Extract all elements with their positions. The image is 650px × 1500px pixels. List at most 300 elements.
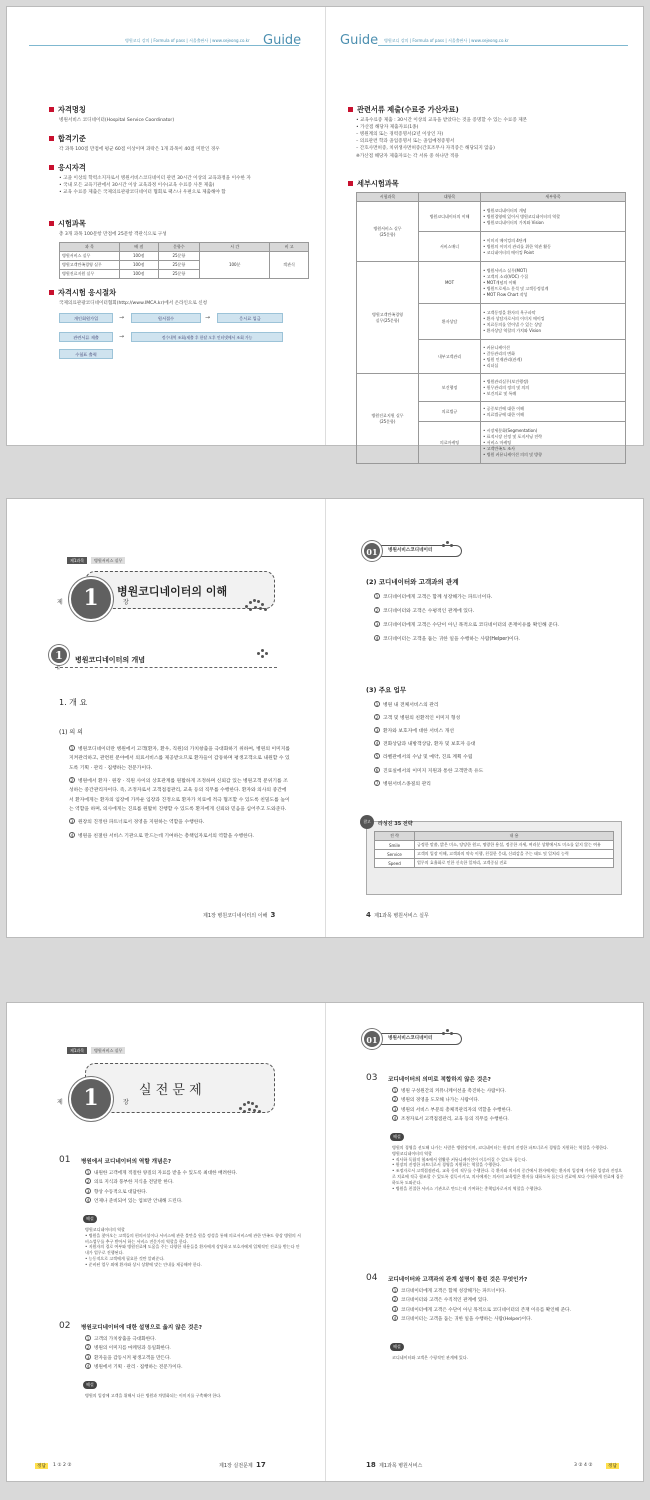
table-header-row [60, 243, 309, 252]
reference-badge: 참고 [360, 815, 374, 829]
option-text: 향상 수동적으로 대답한다. [94, 1189, 148, 1195]
list-item: • 원무관리의 정의 및 의의 [483, 384, 530, 390]
explanation-text [85, 1227, 303, 1268]
flow-step: 원서접수 [131, 313, 201, 323]
explanation-text: 병원의 입장에 고객을 위해서 다른 병원과 차별화되는 이미지를 구축해야 한다. [85, 1393, 222, 1398]
option-item [85, 1354, 300, 1363]
section-heading [49, 163, 86, 173]
section-heading [49, 219, 86, 229]
option-text: 병원의 이미지를 마케팅과 동일화한다. [94, 1346, 171, 1352]
section-title: 합격기준 [58, 134, 86, 143]
list-item: – 병원계의 또는 경력증명서(2년 이상인 자) [356, 132, 444, 138]
question-number: 01 [59, 1155, 71, 1165]
list-item: • 리더십 [483, 362, 499, 368]
badge-number: 01 [366, 1035, 378, 1045]
header-caption: 병원코디 강의 | Formula of pass | 서울출판사 | www.sejeong.co.kr [384, 38, 509, 43]
list-item: • 교육수료증 제출 : 30시간 이상의 교육을 받았다는 것을 증명할 수 있는 수료증 제본 [356, 118, 528, 123]
list-item-text: 원무관리의 정의 및 의의 [486, 384, 530, 390]
table-cell: 100점 [120, 252, 159, 261]
list-item [374, 635, 624, 644]
exam-table [59, 242, 309, 279]
table-header-cell: 시험과목 [357, 193, 419, 202]
page-guide-left [7, 7, 326, 445]
list-item: • 보건의료 및 특례 [483, 390, 517, 396]
table-header-cell: 배 점 [120, 243, 159, 252]
table-cell: 병원진료지원 실무 [60, 270, 120, 279]
explanation-badge: 해설 [390, 1133, 404, 1141]
list-item: • 팀원 인재관리(관계) [483, 356, 522, 362]
section-heading [49, 134, 86, 144]
list-item-text: 고객의 소리(VOC) 수집 [486, 273, 528, 279]
answer-badge: 정답 [37, 1464, 46, 1469]
option-text: 내원한 고객에게 적절한 양질의 자료를 받을 수 있도록 최대한 배려한다. [94, 1171, 238, 1176]
documents-list [356, 117, 626, 160]
badge-text: 병원서비스코디네이터 [388, 548, 433, 553]
list-item-text: 고객만족도 조사 [486, 445, 515, 451]
table-cell-subject [357, 202, 419, 262]
list-item-text: 병원서비스 실무(MOT) [486, 267, 528, 273]
chapter-badge-number [362, 1029, 382, 1049]
item-marker: 7 [375, 780, 379, 786]
option-item [392, 1287, 622, 1296]
list-item: • 병원 커뮤니케이션 의의 및 방향 [483, 451, 542, 457]
table-cell: MOT [419, 262, 481, 304]
option-text: 코디네이터에게 고객은 수단이 아닌 목적으로 코디네이터의 존재 이유를 확인해 준다. [401, 1307, 571, 1313]
list-item-text: 고객동정을 환자의 욕구파악 [486, 309, 536, 315]
table-cell-items [481, 374, 626, 402]
list-item: • 병원경영에 있어서 병원코디네이터의 역할 [483, 213, 561, 219]
table-cell: 환자상담 [419, 304, 481, 340]
list-item: ※가산점 해당자 제출자료는 각 서류 중 하나만 적용 [356, 153, 459, 159]
heading-overview: 1. 개 요 [59, 698, 88, 707]
list-item-text: 환자 상담자로서의 이미지 메이킹 [486, 315, 545, 321]
question-number: 02 [59, 1321, 71, 1331]
page-footer [203, 911, 275, 919]
explanation-text: 코디네이터와 고객은 수평적인 관계에 있다. [392, 1355, 468, 1360]
list-item-text: 의료법규에 대한 이해 [486, 411, 524, 417]
item-marker: 2 [375, 608, 379, 614]
option-marker: 3 [393, 1306, 397, 1312]
option-item [392, 1306, 622, 1315]
page-number: 4 [366, 911, 371, 919]
list-item-text: 리더십 [486, 362, 499, 368]
hedgehog-icon [245, 599, 271, 617]
option-item [392, 1115, 622, 1124]
page-practice-right [326, 1003, 645, 1481]
section-body: 국제의료관광코디네이터협회(http://www.IMCA.kr)에서 온라인으로 신청 [59, 301, 208, 306]
list-item-text: 교육수료증 제출 : 30시간 이상의 교육을 받았다는 것을 증명할 수 있는 수료증 제본 [360, 118, 528, 123]
option-text: 환자들을 감동시켜 평생고객을 만든다. [94, 1355, 171, 1361]
item-marker: 3 [375, 728, 379, 734]
table-cell: Speed [375, 859, 415, 868]
item-marker: 3 [375, 622, 379, 628]
table-cell-items [481, 340, 626, 374]
list-item-text: 고객 및 병원의 친환적인 이미지 형성 [383, 716, 461, 722]
list-item-text: 진료실에서의 이미지 지원과 통한 고객만족 유도 [383, 768, 484, 774]
page-label: 제1과목 병원서비스 [378, 1463, 423, 1469]
table-header-cell: 문항수 [158, 243, 200, 252]
list-item: • 국내 모든 교육기관에서 30시간 이상 교육과정 이수(교육 수료증 사본 제출) [59, 183, 215, 189]
header-rule [378, 45, 628, 46]
chapter-number: 1 [83, 585, 99, 611]
table-cell-items [481, 304, 626, 340]
list-item-text: 병원서비스종질의 관리 [383, 781, 431, 787]
explanation-badge: 해설 [83, 1215, 97, 1223]
list-item: • 병원의 이미지 관리를 위한 역관 활동 [483, 243, 551, 249]
option-marker: 2 [86, 1345, 90, 1351]
option-item [392, 1087, 622, 1096]
table-header-cell: 대항목 [419, 193, 481, 202]
header-decoration [7, 7, 33, 25]
list-item: • 의료법규에 대한 이해 [483, 411, 524, 417]
option-marker: 3 [86, 1354, 90, 1360]
list-item [374, 767, 624, 776]
explanation-line: 병원의 경영을 선도해 나가는 사람은 병원장이며, 코디네이터는 원장의 진정한 파트너로서 경영을 지원하는 역할을 수행한다. [392, 1145, 609, 1150]
option-text: 코디네이터에게 고객은 함께 성장해가는 파트너이다. [401, 1289, 506, 1294]
table-row [60, 252, 309, 261]
table-cell: 100점 [120, 270, 159, 279]
list-item-text: 코디네이터는 고객을 돕는 귀한 일을 수행하는 사람(Helper)이다. [383, 637, 520, 643]
table-cell: 의료법규 [419, 402, 481, 422]
option-item [85, 1178, 300, 1187]
list-item: • 고객만족도 조사 [483, 445, 515, 451]
chapter-number-badge [57, 1077, 129, 1121]
list-item: – 간호사면허증, 치위생사면허증(간호조무사 자격증은 해당되지 않음) [356, 146, 495, 152]
section-heading [348, 179, 399, 189]
section-title: 자격시험 응시절차 [58, 288, 117, 297]
subject-label: 병원진료지원 실무 (25문항) [371, 412, 404, 424]
explanation-line: • 준비된 업무 외에 환자와 상시 상황에 맞는 안내를 제공해야 한다. [85, 1261, 202, 1267]
duties-list [374, 701, 624, 789]
section-title: 시험과목 [58, 219, 86, 228]
section-body: 병원서비스 코디네이터(Hospital Service Coordinator) [59, 118, 175, 123]
list-item: • 치료동의를 얻어낼 수 있는 상담 [483, 321, 542, 327]
options-list [85, 1335, 300, 1372]
option-text: 고객의 가치창출을 극대화한다. [94, 1337, 157, 1342]
chapter-badge-number [362, 541, 382, 561]
chapter-title: 실 전 문 제 [139, 1083, 202, 1098]
section-heading [49, 105, 86, 115]
arrow-right-icon: → [119, 333, 125, 340]
hedgehog-icon [257, 649, 271, 667]
explanation-line: • 조정자로서 고객접점관리, 교육 등의 직무를 수행한다. 즉 환자와 의사의 중간에서 환자에게는 환자의 입장에 가까운 입장과 진정으로 치료에 적극 협조할 수 있도록 설득시키고, 의사에게는 의사의 교육법은 환자를 대하도록 돕는다 진료에 보다 수월하게 진료에 집중하도록 도와준다. [392, 1168, 624, 1185]
list-item: • 서비스 마케팅 [483, 439, 512, 445]
item-marker: 4 [70, 832, 74, 838]
section-body: 총 3개 과목 100문항 만점에 25문항 객관식으로 구성 [59, 232, 167, 237]
guide-title: Guide [340, 33, 379, 48]
reference-title: 라성진 35 전략 [378, 821, 413, 827]
table-header-cell: 내 용 [415, 832, 614, 841]
table-header-cell: 세부항목 [481, 193, 626, 202]
list-item-text: 병원코디네이터의 가치와 Vision [486, 219, 544, 225]
option-text: 병원의 경영을 도모해 나가는 사람이다. [401, 1098, 480, 1104]
table-cell: 긍정한 말씀, 밝은 미소, 당당한 원고, 명랑한 용설, 정중한 자세, 여러분 상황에서도 미소를 잃지 않는 여유 [415, 841, 614, 850]
option-marker: 2 [393, 1097, 397, 1103]
table-row [375, 841, 614, 850]
list-item: • 고객동정을 환자의 욕구파악 [483, 309, 536, 315]
table-row [357, 202, 626, 232]
item-marker: 1 [70, 746, 74, 751]
table-cell: 100분 [200, 252, 270, 279]
list-item: • 표적시장 선정 및 포지셔닝 전략 [483, 433, 542, 439]
list-item-text: 원장의 진정한 파트너로서 경영을 지원하는 역할을 수행한다. [78, 820, 205, 826]
strategy-table [374, 831, 614, 868]
page-footer [366, 1461, 422, 1469]
table-cell: 고객의 입장 이해, 고객과의 약속 이행, 친절한 응대, 신뢰감을 주는 태도 및 일처리 능력 [415, 850, 614, 859]
option-item [85, 1169, 300, 1178]
option-item [392, 1096, 622, 1105]
flow-step: 정수내역 조회(제출 후 한달 오후 인터넷에서 조회 가능 [131, 332, 283, 342]
table-header-cell: 과 목 [60, 243, 120, 252]
section-heading [348, 105, 459, 115]
section-title: 관련서류 제출(수료증 가산자료) [357, 105, 459, 114]
list-item-text: MOT Flow Chart 작성 [486, 291, 528, 297]
options-list [392, 1287, 622, 1324]
list-item-text: 팀원 인재관리(관계) [486, 356, 522, 362]
explanation-line: • 원장의 진정한 파트너로서 경영을 지원하는 역할을 수행한다. [392, 1162, 502, 1168]
header-caption: 병원코디 강의 | Formula of pass | 서울출판사 | www.sejeong.co.kr [125, 38, 250, 43]
option-item [85, 1363, 300, 1372]
explanation-badge: 해설 [83, 1381, 97, 1389]
list-item [69, 832, 291, 841]
subheading-duties: (3) 주요 업무 [366, 686, 407, 694]
item-marker: 3 [70, 819, 74, 825]
option-item [85, 1197, 300, 1206]
table-cell: 의료마케팅 [419, 422, 481, 464]
list-item-text: 갈등관리의 변화 [486, 350, 515, 356]
list-item [374, 593, 624, 602]
list-item-text: 병원경영에 있어서 병원코디네이터의 역할 [486, 213, 561, 219]
table-row [357, 374, 626, 402]
list-item-text: 병원 커뮤니케이션 의의 및 방향 [486, 451, 542, 457]
list-item: • 커뮤니케이션 [483, 344, 510, 350]
option-text: 코디네이터와 고객은 수직적인 관계에 있다. [401, 1298, 489, 1304]
list-item-text: 코디네이터의 메이킹 Point [486, 249, 534, 255]
page-label: 제1장 병원코디네이터의 이해 [203, 913, 268, 919]
definition-list [69, 745, 291, 841]
list-item [374, 753, 624, 762]
option-marker: 2 [86, 1179, 90, 1185]
list-item [374, 607, 624, 616]
arrow-right-icon: → [119, 314, 125, 321]
list-item-text: 코디네이터에게 고객은 수단이 아닌 목적으로 코디네이터의 존재이유를 확인해 준다. [383, 623, 559, 629]
list-item-text: 라벨관에서의 수납 및 예약, 진료 계획 수립 [383, 755, 473, 761]
list-item [374, 621, 624, 630]
subheading-relationship: (2) 코디네이터와 고객과의 관계 [366, 578, 459, 586]
table-cell: 병원고객만족경영 실무 [60, 261, 120, 270]
option-text: 코디네이터는 고객을 돕는 귀한 일을 수행하는 사람(Helper)이다. [401, 1316, 533, 1322]
list-item [374, 701, 624, 710]
list-item-text: 보건의료 및 특례 [486, 390, 517, 396]
question-number: 04 [366, 1273, 378, 1283]
table-cell: 객관식 [270, 252, 309, 279]
item-marker: 2 [70, 778, 74, 784]
chapter-suffix: 장 [123, 1099, 129, 1106]
table-cell: 25문항 [158, 261, 200, 270]
table-header-cell: 전 략 [375, 832, 415, 841]
page-number: 17 [255, 1461, 266, 1469]
list-item-text: 이미지 메이킹의 4단계 [486, 237, 527, 243]
option-marker: 1 [86, 1336, 90, 1341]
option-text: 의료 지식과 풍부한 지식을 전달만 한다. [94, 1180, 174, 1186]
item-marker: 4 [375, 636, 379, 642]
option-item [85, 1188, 300, 1197]
list-item: • MOT Flow Chart 작성 [483, 291, 528, 297]
option-text: 언제나 준비되어 있는 업보만 안내해 드린다. [94, 1198, 183, 1204]
section-body: 각 과목 100점 만점에 평균 60점 이상이며 과락은 1개 과목이 40점 미만인 경우 [59, 147, 220, 152]
item-marker: 5 [375, 754, 379, 760]
section-heading [49, 288, 116, 298]
page-chapter-left [7, 499, 326, 937]
table-cell-items [481, 262, 626, 304]
list-item-text: 커뮤니케이션 [486, 344, 510, 350]
answer-key: 1 ① 2 ② [53, 1463, 72, 1468]
list-item: • 코디네이터의 메이킹 Point [483, 249, 534, 255]
question-text: 코디네이터의 의미로 적합하지 않은 것은? [388, 1077, 491, 1083]
chapter-number-badge [57, 577, 129, 621]
table-cell-subject [357, 262, 419, 374]
table-header-row [375, 832, 614, 841]
subject-tag: 제1과목 [67, 1047, 87, 1054]
list-item-text: 시장세분화(Segmentation) [486, 427, 538, 433]
table-cell: 보건행정 [419, 374, 481, 402]
table-row [375, 859, 614, 868]
list-item-text: MOT개념의 이해 [486, 279, 517, 285]
option-item [392, 1106, 622, 1115]
badge-text: 병원서비스코디네이터 [388, 1036, 433, 1041]
table-header-cell: 시 간 [200, 243, 270, 252]
option-marker: 1 [393, 1088, 397, 1093]
list-item: • MOT개념의 이해 [483, 279, 517, 285]
chapter-number: 1 [83, 1085, 99, 1111]
section-title: 응시자격 [58, 163, 86, 172]
explanation-line: 병원코디네이터의 역할 [392, 1150, 432, 1156]
option-marker: 2 [393, 1297, 397, 1303]
option-marker: 1 [86, 1170, 90, 1175]
hedgehog-icon [442, 541, 456, 559]
list-item-text: 치료동의를 얻어낼 수 있는 상담 [486, 321, 542, 327]
section-number-badge [49, 645, 69, 665]
explanation-line: • 지원자의 경로 여부와 병원진료에 도움을 주는 다양한 내용들을 환자에게 상담하고 보호자에게 입체적인 진료를 받는다 안내가 업무로 진행된다. [85, 1244, 300, 1256]
list-item: • 교육 수료증 제출은 국제의료관광코디네이터 협회로 팩스나 우편으로 제출해야 함 [59, 190, 226, 196]
table-cell: 내부고객관리 [419, 340, 481, 374]
list-item [69, 745, 291, 773]
table-cell: 병원서비스 실무 [60, 252, 120, 261]
list-item: • 가산점 해당자 제출자료(1종) [356, 125, 419, 131]
list-item: • 시장세분화(Segmentation) [483, 427, 538, 433]
list-item-text: 표적시장 선정 및 포지셔닝 전략 [486, 433, 542, 439]
spread-guide [6, 6, 644, 457]
list-item: • 병원코디네이터의 개념 [483, 207, 527, 213]
section-title: 자격명칭 [58, 105, 86, 114]
option-marker: 1 [393, 1288, 397, 1293]
flow-step: 응시료 입금 [217, 313, 283, 323]
heading-meaning: (1) 의 의 [59, 729, 83, 736]
table-cell: 병원코디네이터의 이해 [419, 202, 481, 232]
item-marker: 1 [375, 702, 379, 707]
question-number: 03 [366, 1073, 378, 1083]
question-text: 병원코디네이터에 대한 설명으로 옳지 않은 것은? [81, 1325, 203, 1331]
list-item [374, 780, 624, 789]
list-item-text: 전화상담과 내방객상담, 환자 및 보호자 응대 [383, 742, 476, 748]
table-cell: 25문항 [158, 270, 200, 279]
list-item-text: 병원을 친절한 서비스 기관으로 만드는데 기여하는 총책임자로서의 역할을 수행한다. [78, 833, 254, 839]
list-item: • 고졸 이상의 학력소지자로서 병원서비스코디네이터 관련 30시간 이상의 교육과정을 이수한 자 [59, 176, 251, 181]
list-item: • 병원관리실무(보건행정) [483, 378, 529, 384]
option-marker: 4 [86, 1197, 90, 1203]
relationship-list [374, 593, 624, 644]
table-cell-items [481, 202, 626, 232]
option-marker: 4 [86, 1363, 90, 1369]
chapter-prefix: 제 [57, 1099, 63, 1106]
explanation-line: • 능동적으로 고객에게 필요한 것만 알려준다. [85, 1255, 165, 1261]
list-item-text: 가산점 해당자 제출자료(1종) [360, 125, 419, 131]
list-item [374, 714, 624, 723]
option-text: 조정자로서 고객접점관리, 교육 등의 직무를 수행한다. [401, 1116, 509, 1122]
arrow-right-icon: → [205, 314, 211, 321]
list-item-text: 병원코디네이터의 개념 [486, 207, 527, 213]
answer-badge: 정답 [608, 1464, 617, 1469]
list-item-text: 서비스 마케팅 [486, 439, 512, 445]
table-cell-items [481, 232, 626, 262]
option-text: 병원에서 기획 · 관리 · 집행하는 전문가이다. [94, 1364, 183, 1370]
list-item: • 환자 상담자로서의 이미지 메이킹 [483, 315, 545, 321]
subject-name-tag: 병원서비스 실무 [91, 1047, 125, 1054]
explanation-line: • 병원을 찾아오는 고객들의 편의시설이나 서비스에 관한 불만을 원을 정성을 통해 의료서비스에 관한 만족도 향상 병원의 서비스업무를 추구 받아서 하는 서비스 전문가의 역할을 한다. [85, 1232, 301, 1244]
table-cell: Service [375, 850, 415, 859]
table-cell: 100점 [120, 261, 159, 270]
option-text: 병원의 서비스 부분의 총체적관리자의 역할을 수행한다. [401, 1107, 512, 1113]
explanation-line: 병원코디네이터의 역할 [85, 1227, 125, 1232]
subject-name-tag: 병원서비스 실무 [91, 557, 125, 564]
question-text: 병원에서 코디네이터의 역할 개념은? [81, 1159, 172, 1165]
table-header-row [357, 193, 626, 202]
section-title: 병원코디네이터의 개념 [75, 656, 146, 664]
option-marker: 4 [393, 1115, 397, 1121]
list-item: • 병원코디네이터의 가치와 Vision [483, 219, 544, 225]
option-item [392, 1296, 622, 1305]
page-number: 3 [270, 911, 276, 919]
list-item: • 환자상담 역할의 가치와 Vision [483, 327, 542, 333]
item-marker: 6 [375, 767, 379, 773]
hedgehog-icon [442, 1029, 456, 1047]
list-item: • 갈등관리의 변화 [483, 350, 515, 356]
table-cell-items [481, 422, 626, 464]
table-row [357, 262, 626, 304]
explanation-line: • 병원을 친절한 서비스 기관으로 만드는데 기여하는 총책임자로서의 역할을 수행한다. [392, 1185, 543, 1191]
section-suffix: 절 [56, 665, 60, 670]
page-number: 18 [366, 1461, 376, 1469]
list-item [374, 740, 624, 749]
table-cell-subject [357, 374, 419, 464]
item-marker: 1 [375, 594, 379, 599]
list-item-text: 병원관리실무(보건행정) [486, 378, 529, 384]
list-item: • 공중보건에 대한 이해 [483, 405, 524, 411]
page-practice-left [7, 1003, 326, 1481]
list-item [69, 818, 291, 827]
list-item: • 고객의 소리(VOC) 수집 [483, 273, 528, 279]
guide-title: Guide [263, 33, 302, 48]
question-text: 코디네이터와 고객과의 관계 설명이 틀린 것은 무엇인가? [388, 1277, 528, 1283]
header-rule [29, 45, 299, 46]
explanation-text [392, 1145, 624, 1191]
table-cell: 25문항 [158, 252, 200, 261]
list-item-text: 코디네이터와 고객은 수평적인 관계에 있다. [383, 609, 475, 615]
chapter-suffix: 장 [123, 599, 129, 606]
flow-step: 관련서류 제출 [59, 332, 113, 342]
table-header-cell: 비 고 [270, 243, 309, 252]
list-item-text: 병원프로세스 분석 및 고객동정설계 [486, 285, 549, 291]
